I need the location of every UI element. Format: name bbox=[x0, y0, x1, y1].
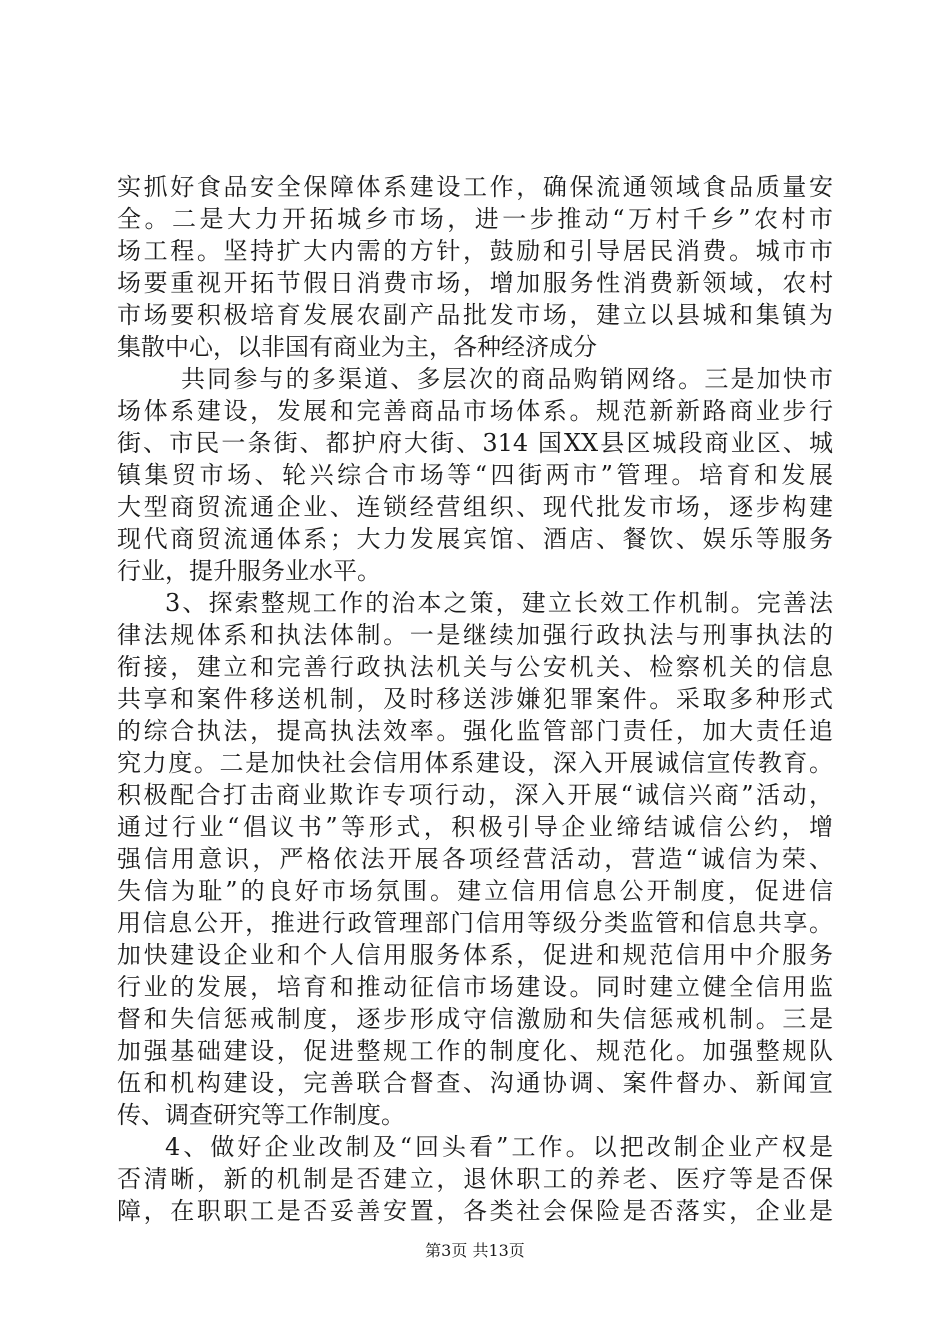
text-line: 的综合执法，提高执法效率。强化监管部门责任，加大责任追 bbox=[117, 717, 833, 745]
text-line: 督和失信惩戒制度，逐步形成守信激励和失信惩戒机制。三是 bbox=[117, 1005, 833, 1033]
text-line: 衔接，建立和完善行政执法机关与公安机关、检察机关的信息 bbox=[117, 653, 833, 681]
text-line: 共享和案件移送机制，及时移送涉嫌犯罪案件。采取多种形式 bbox=[117, 685, 833, 713]
text-line: 障，在职职工是否妥善安置，各类社会保险是否落实，企业是 bbox=[117, 1197, 833, 1225]
text-line: 大型商贸流通企业、连锁经营组织、现代批发市场，逐步构建 bbox=[117, 493, 833, 521]
text-line: 积极配合打击商业欺诈专项行动，深入开展“诚信兴商”活动， bbox=[117, 781, 833, 809]
text-line: 律法规体系和执法体制。一是继续加强行政执法与刑事执法的 bbox=[117, 621, 833, 649]
text-line: 场体系建设，发展和完善商品市场体系。规范新新路商业步行 bbox=[117, 397, 833, 425]
text-line: 3、探索整规工作的治本之策，建立长效工作机制。完善法 bbox=[165, 589, 833, 617]
text-line: 场工程。坚持扩大内需的方针，鼓励和引导居民消费。城市市 bbox=[117, 237, 833, 265]
text-line: 失信为耻”的良好市场氛围。建立信用信息公开制度，促进信 bbox=[117, 877, 833, 905]
text-line: 加快建设企业和个人信用服务体系，促进和规范信用中介服务 bbox=[117, 941, 833, 969]
text-line: 加强基础建设，促进整规工作的制度化、规范化。加强整规队 bbox=[117, 1037, 833, 1065]
text-line: 现代商贸流通体系；大力发展宾馆、酒店、餐饮、娱乐等服务 bbox=[117, 525, 833, 553]
text-line: 共同参与的多渠道、多层次的商品购销网络。三是加快市 bbox=[181, 365, 833, 393]
text-line: 镇集贸市场、轮兴综合市场等“四街两市”管理。培育和发展 bbox=[117, 461, 833, 489]
page-footer: 第3页 共13页 bbox=[425, 1241, 525, 1260]
text-line: 通过行业“倡议书”等形式，积极引导企业缔结诚信公约，增 bbox=[117, 813, 833, 841]
text-line: 否清晰，新的机制是否建立，退休职工的养老、医疗等是否保 bbox=[117, 1165, 833, 1193]
text-line: 集散中心，以非国有商业为主，各种经济成分 bbox=[117, 333, 597, 361]
text-line: 传、调查研究等工作制度。 bbox=[117, 1101, 405, 1129]
text-line: 伍和机构建设，完善联合督查、沟通协调、案件督办、新闻宣 bbox=[117, 1069, 833, 1097]
text-line: 市场要积极培育发展农副产品批发市场，建立以县城和集镇为 bbox=[117, 301, 833, 329]
text-line: 行业，提升服务业水平。 bbox=[117, 557, 381, 585]
text-line: 街、市民一条街、都护府大街、314 国XX县区城段商业区、城 bbox=[117, 429, 833, 457]
text-line: 用信息公开，推进行政管理部门信用等级分类监管和信息共享。 bbox=[117, 909, 833, 937]
text-line: 全。二是大力开拓城乡市场，进一步推动“万村千乡”农村市 bbox=[117, 205, 833, 233]
text-line: 强信用意识，严格依法开展各项经营活动，营造“诚信为荣、 bbox=[117, 845, 833, 873]
text-line: 场要重视开拓节假日消费市场，增加服务性消费新领域，农村 bbox=[117, 269, 833, 297]
text-line: 实抓好食品安全保障体系建设工作，确保流通领域食品质量安 bbox=[117, 173, 833, 201]
text-line: 4、做好企业改制及“回头看”工作。以把改制企业产权是 bbox=[165, 1133, 833, 1161]
document-body bbox=[117, 171, 833, 1227]
text-line: 究力度。二是加快社会信用体系建设，深入开展诚信宣传教育。 bbox=[117, 749, 833, 777]
text-line: 行业的发展，培育和推动征信市场建设。同时建立健全信用监 bbox=[117, 973, 833, 1001]
